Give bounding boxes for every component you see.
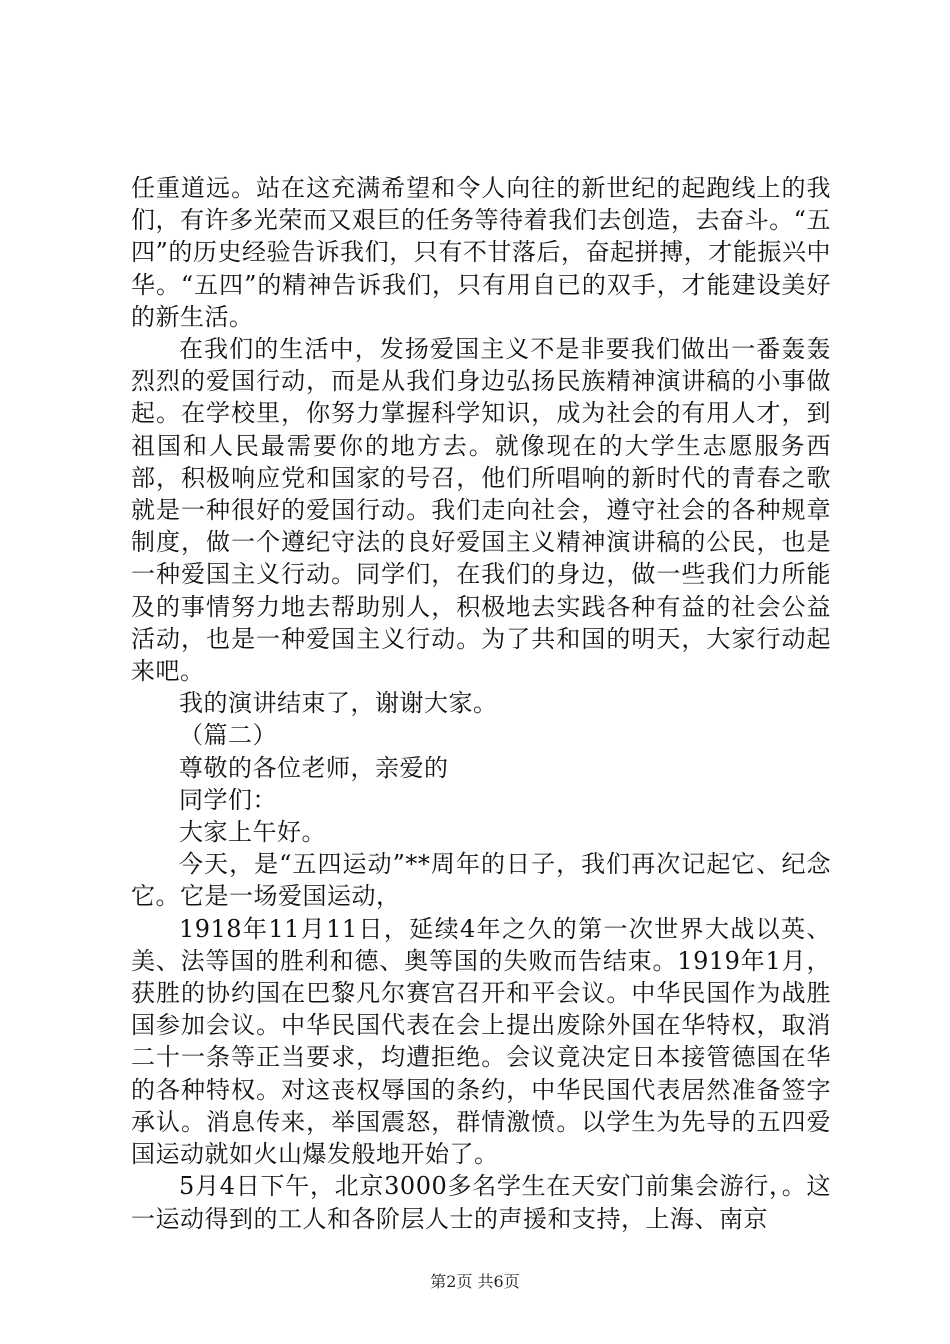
paragraph-1: 任重道远。站在这充满希望和令人向往的新世纪的起跑线上的我们，有许多光荣而又艰巨的任务等待着我们去创造，去奋斗。“五四”的历史经验告诉我们，只有不甘落后，奋起拼搏，才能振兴中华。“五四”的精神告诉我们，只有用自已的双手，才能建设美好的新生活。 xyxy=(131,174,831,331)
salutation-line-1: 尊敬的各位老师，亲爱的 xyxy=(179,753,449,782)
paragraph-9: 1918年11月11日，延续4年之久的第一次世界大战以英、美、法等国的胜利和德、奥等国的失败而告结束。1919年1月，获胜的协约国在巴黎凡尔赛宫召开和平会议。中华民国作为战胜国参加会议。中华民国代表在会上提出废除外国在华特权，取消二十一条等正当要求，均遭拒绝。会议竟决定日本接管德国在华的各种特权。对这丧权辱国的条约，中华民国代表居然准备签字承认。消息传来，举国震怒，群情激愤。以学生为先导的五四爱国运动就如火山爆发般地开始了。 xyxy=(131,914,831,1169)
paragraph-8: 今天，是“五四运动”**周年的日子，我们再次记起它、纪念它。它是一场爱国运动， xyxy=(131,850,831,911)
document-body xyxy=(131,172,831,1235)
paragraph-3: 我的演讲结束了，谢谢大家。 xyxy=(179,689,498,718)
section-heading: （篇二） xyxy=(179,721,277,750)
paragraph-10: 5月4日下午，北京3000多名学生在天安门前集会游行，。这一运动得到的工人和各阶层人士的声援和支持，上海、南京 xyxy=(131,1172,831,1233)
page-number-footer: 第2页 共6页 xyxy=(430,1272,520,1291)
greeting: 大家上午好。 xyxy=(179,818,326,847)
paragraph-2: 在我们的生活中，发扬爱国主义不是非要我们做出一番轰轰烈烈的爱国行动，而是从我们身边弘扬民族精神演讲稿的小事做起。在学校里，你努力掌握科学知识，成为社会的有用人才，到祖国和人民最需要你的地方去。就像现在的大学生志愿服务西部，积极响应党和国家的号召，他们所唱响的新时代的青春之歌就是一种很好的爱国行动。我们走向社会，遵守社会的各种规章制度，做一个遵纪守法的良好爱国主义精神演讲稿的公民，也是一种爱国主义行动。同学们，在我们的身边，做一些我们力所能及的事情努力地去帮助别人，积极地去实践各种有益的社会公益活动，也是一种爱国主义行动。为了共和国的明天，大家行动起来吧。 xyxy=(131,335,831,686)
salutation-line-2: 同学们： xyxy=(179,785,277,814)
